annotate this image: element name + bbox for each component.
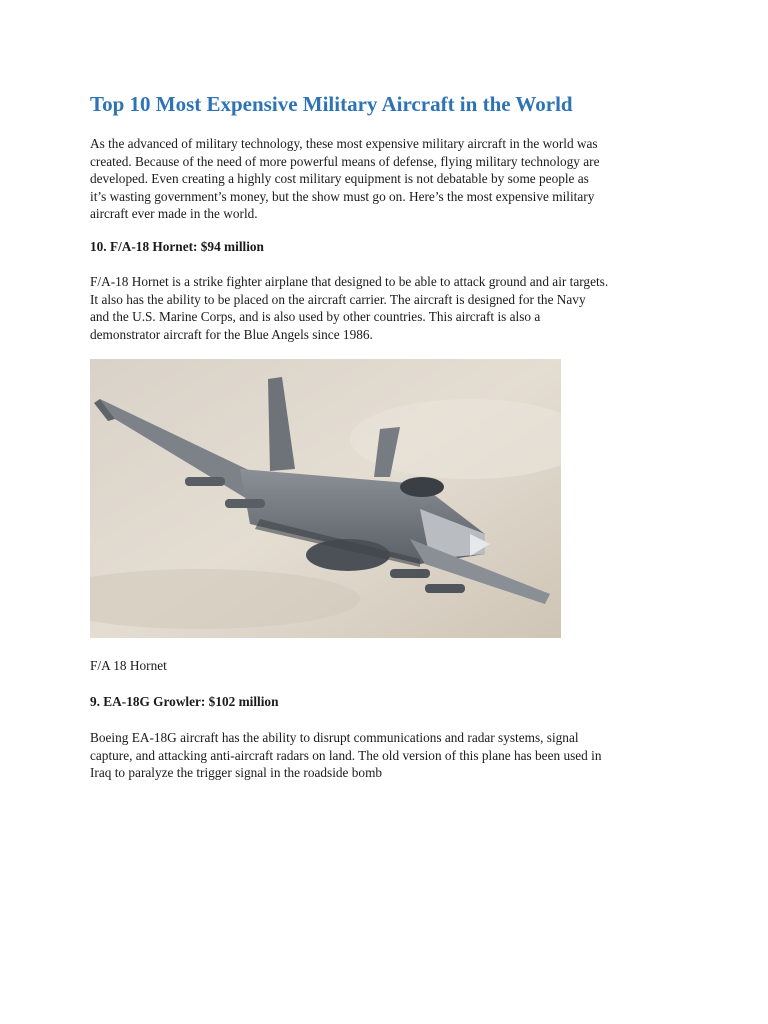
intro-line: developed. Even creating a highly cost military equipment is not debatable by some people as <box>90 171 589 187</box>
growler-line: Boeing EA-18G aircraft has the ability to disrupt communications and radar systems, signal <box>90 730 579 745</box>
hornet-line: F/A-18 Hornet is a strike fighter airplane that designed to be able to attack ground and air targets. <box>90 274 609 289</box>
intro-line: created. Because of the need of more powerful means of defense, flying military technology are <box>90 153 600 169</box>
intro-line: As the advanced of military technology, these most expensive military aircraft in the world was <box>90 136 598 151</box>
intro-line: aircraft ever made in the world. <box>90 206 258 222</box>
hornet-line: demonstrator aircraft for the Blue Angels since 1986. <box>90 326 373 342</box>
growler-line: Iraq to paralyze the trigger signal in the roadside bomb <box>90 765 383 781</box>
hornet-photo <box>90 359 561 638</box>
growler-line: capture, and attacking anti-aircraft radars on land. The old version of this plane has been used in <box>90 747 602 763</box>
hornet-line: and the U.S. Marine Corps, and is also used by other countries. This aircraft is also a <box>90 309 541 325</box>
section-heading-hornet: 10. F/A-18 Hornet: $94 million <box>90 239 264 254</box>
growler-paragraph <box>90 729 690 782</box>
article-title: Top 10 Most Expensive Military Aircraft in the World <box>90 92 573 116</box>
section-heading-growler: 9. EA-18G Growler: $102 million <box>90 694 279 709</box>
image-caption: F/A 18 Hornet <box>90 658 167 673</box>
hornet-paragraph <box>90 273 690 343</box>
hornet-line: It also has the ability to be placed on the aircraft carrier. The aircraft is designed for the Navy <box>90 291 586 307</box>
intro-line: it’s wasting government’s money, but the show must go on. Here’s the most expensive military <box>90 188 595 204</box>
intro-paragraph <box>90 135 690 223</box>
